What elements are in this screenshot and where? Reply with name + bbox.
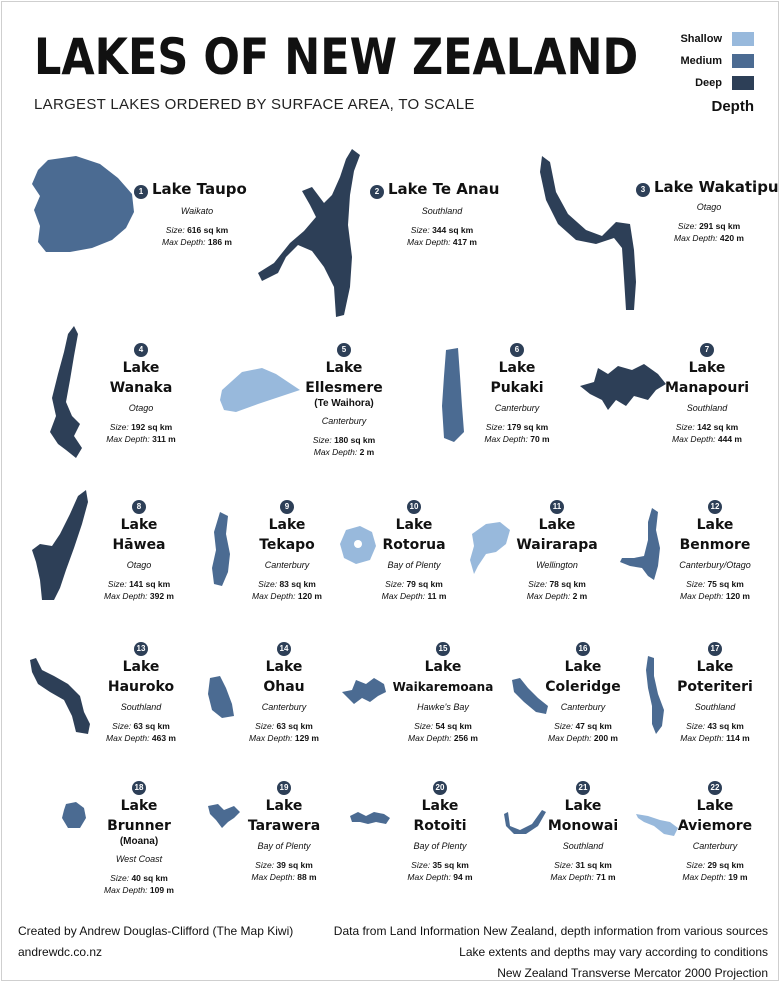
rank-badge: 12	[708, 500, 722, 514]
lake-name-line2: Pukaki	[490, 380, 544, 396]
lake-depth: 71 m	[596, 872, 616, 882]
rank-badge: 7	[700, 343, 714, 357]
lake-depth: 186 m	[207, 237, 232, 247]
rank-badge: 18	[132, 781, 146, 795]
lake-size: 40 sq km	[131, 873, 168, 883]
footer-credits	[18, 921, 293, 963]
lake-name-line1: Lake	[696, 798, 734, 814]
lake-size: 47 sq km	[575, 721, 612, 731]
lake-name-line2: Monowai	[547, 818, 619, 834]
lake-depth: 2 m	[359, 447, 375, 457]
rank-badge: 5	[337, 343, 351, 357]
rank-badge: 10	[407, 500, 421, 514]
lake-stats: Size: 63 sq km Max Depth: 463 m	[106, 721, 176, 743]
page-title: LAKES OF NEW ZEALAND	[34, 28, 639, 86]
legend-label: Shallow	[680, 33, 722, 45]
lake-card-benmore	[660, 496, 770, 602]
lake-size: 142 sq km	[697, 422, 739, 432]
lake-name: Lake Taupo	[152, 180, 247, 198]
lake-size: 54 sq km	[435, 721, 472, 731]
lake-depth: 120 m	[297, 591, 322, 601]
lake-region: Southland	[686, 403, 728, 413]
lake-size: 141 sq km	[129, 579, 171, 589]
lake-region: Canterbury/Otago	[679, 560, 751, 570]
lake-shape-hauroko	[28, 656, 94, 736]
lake-size: 291 sq km	[699, 221, 741, 231]
lake-region: Southland	[694, 702, 736, 712]
lake-name-line1: Lake	[268, 517, 306, 533]
lake-depth: 256 m	[453, 733, 478, 743]
lake-card-poteriteri	[660, 638, 770, 744]
lake-size: 83 sq km	[279, 579, 316, 589]
lake-stats: Size: 83 sq km Max Depth: 120 m	[252, 579, 322, 601]
lake-stats: Size: 54 sq km Max Depth: 256 m	[408, 721, 478, 743]
lake-shape-wanaka	[44, 324, 86, 460]
legend-swatch-medium	[732, 54, 754, 68]
rank-badge: 9	[280, 500, 294, 514]
lake-depth: 444 m	[717, 434, 742, 444]
lake-name-line2: Tekapo	[259, 537, 315, 553]
lake-size: 29 sq km	[707, 860, 744, 870]
lake-size: 192 sq km	[131, 422, 173, 432]
lake-shape-waikaremoana	[340, 674, 388, 706]
lake-name-line2: Waikaremoana	[392, 680, 494, 694]
lake-depth: 120 m	[725, 591, 750, 601]
lake-card-tekapo	[232, 496, 342, 602]
rank-badge: 22	[708, 781, 722, 795]
footer-data-source: Data from Land Information New Zealand, depth information from various sources	[333, 924, 768, 938]
lake-card-ohau	[229, 638, 339, 744]
lake-size: 344 sq km	[432, 225, 474, 235]
lake-region: Canterbury	[692, 841, 738, 851]
lake-region: Canterbury	[321, 416, 367, 426]
lake-stats: Size: 47 sq km Max Depth: 200 m	[548, 721, 618, 743]
rank-badge: 11	[550, 500, 564, 514]
lake-region: Bay of Plenty	[257, 841, 311, 851]
lake-stats: Size: 40 sq km Max Depth: 109 m	[104, 873, 174, 895]
lake-depth: 311 m	[152, 434, 176, 444]
lake-name-line1: Lake	[122, 659, 160, 675]
lake-size: 31 sq km	[575, 860, 612, 870]
lake-name-line1: Lake	[421, 798, 459, 814]
lake-name-line2: Hāwea	[112, 537, 166, 553]
lake-region: Bay of Plenty	[413, 841, 467, 851]
lake-name-line2: Rotorua	[382, 537, 446, 553]
rank-badge: 21	[576, 781, 590, 795]
lake-stats: Size: 141 sq km Max Depth: 392 m	[104, 579, 174, 601]
lake-shape-taupo	[30, 154, 138, 254]
lake-depth: 109 m	[149, 885, 174, 895]
lake-card-hawea	[84, 496, 194, 602]
rank-badge: 1	[134, 185, 148, 199]
lake-stats: Size: 78 sq km Max Depth: 2 m	[526, 579, 588, 601]
legend-swatch-shallow	[732, 32, 754, 46]
lake-shape-wakatipu	[538, 152, 648, 314]
rank-badge: 2	[370, 185, 384, 199]
lake-depth: 11 m	[427, 591, 447, 601]
lake-card-rotorua	[359, 496, 469, 602]
lake-region: Canterbury	[494, 403, 540, 413]
lake-stats: Size: 179 sq km Max Depth: 70 m	[484, 422, 550, 444]
lake-name-line1: Lake	[120, 517, 158, 533]
lake-info-wakatipu	[654, 196, 764, 244]
footer-note: Lake extents and depths may vary according to conditions	[459, 945, 768, 959]
footer-website: andrewdc.co.nz	[18, 945, 103, 959]
lake-stats: Size: 63 sq km Max Depth: 129 m	[249, 721, 319, 743]
lake-name-line1: Lake	[265, 659, 303, 675]
rank-badge: 6	[510, 343, 524, 357]
legend-title: Depth	[711, 98, 754, 115]
lake-size: 78 sq km	[549, 579, 586, 589]
lake-name: Lake Wakatipu	[654, 178, 779, 196]
lake-depth: 94 m	[453, 872, 473, 882]
lake-name-line2: Benmore	[679, 537, 751, 553]
lake-stats: Size: 29 sq km Max Depth: 19 m	[682, 860, 748, 882]
rank-badge: 8	[132, 500, 146, 514]
lake-name-line1: Lake	[395, 517, 433, 533]
infographic-page	[1, 1, 779, 981]
lake-name-line1: Lake	[265, 798, 303, 814]
lake-depth: 200 m	[593, 733, 618, 743]
lake-depth: 392 m	[149, 591, 174, 601]
lake-stats: Size: 616 sq km Max Depth: 186 m	[162, 225, 232, 247]
lake-region: West Coast	[115, 854, 163, 864]
lake-alt-name: (Moana)	[119, 836, 159, 847]
rank-badge: 4	[134, 343, 148, 357]
lake-name: Lake Te Anau	[388, 180, 500, 198]
lake-size: 63 sq km	[133, 721, 170, 731]
lake-name-line1: Lake	[325, 360, 363, 376]
lake-card-wakatipu	[636, 178, 779, 197]
lake-name-line1: Lake	[564, 798, 602, 814]
lake-region: Canterbury	[261, 702, 307, 712]
rank-badge: 19	[277, 781, 291, 795]
legend-item-medium	[634, 50, 754, 72]
lake-info-te-anau	[387, 200, 497, 248]
lake-name-line2: Wanaka	[109, 380, 173, 396]
lake-stats: Size: 43 sq km Max Depth: 114 m	[680, 721, 750, 743]
footer-author: Created by Andrew Douglas-Clifford (The Map Kiwi)	[18, 924, 294, 938]
lake-card-coleridge	[528, 638, 638, 744]
lake-depth: 463 m	[151, 733, 176, 743]
rank-badge: 20	[433, 781, 447, 795]
lake-depth: 2 m	[572, 591, 588, 601]
lake-card-rotoiti	[385, 777, 495, 883]
rank-badge: 3	[636, 183, 650, 197]
lake-size: 180 sq km	[334, 435, 376, 445]
lake-name-line1: Lake	[122, 360, 160, 376]
lake-size: 616 sq km	[187, 225, 229, 235]
lake-region: Canterbury	[264, 560, 310, 570]
lake-name-line2: Poteriteri	[677, 679, 753, 695]
legend-label: Deep	[695, 77, 722, 89]
lake-region: Otago	[696, 202, 722, 212]
lake-depth: 114 m	[726, 733, 750, 743]
lake-card-tarawera	[229, 777, 339, 883]
lake-card-wanaka	[86, 339, 196, 445]
lake-shape-tekapo	[208, 510, 234, 588]
lake-card-te-anau	[370, 180, 510, 199]
lake-stats: Size: 75 sq km Max Depth: 120 m	[680, 579, 750, 601]
lake-depth: 19 m	[728, 872, 748, 882]
lake-depth: 70 m	[530, 434, 550, 444]
lake-card-monowai	[528, 777, 638, 883]
lake-card-aviemore	[660, 777, 770, 883]
lake-depth: 88 m	[297, 872, 317, 882]
lake-alt-name: (Te Waihora)	[314, 398, 374, 409]
lake-region: Otago	[126, 560, 152, 570]
legend-item-deep	[634, 72, 754, 94]
lake-card-waikaremoana	[388, 638, 498, 744]
lake-name-line1: Lake	[120, 798, 158, 814]
rank-badge: 16	[576, 642, 590, 656]
lake-region: Waikato	[180, 206, 214, 216]
lake-card-ellesmere	[289, 339, 399, 458]
lake-name-line1: Lake	[696, 659, 734, 675]
lake-region: Canterbury	[560, 702, 606, 712]
lake-card-taupo	[134, 180, 254, 199]
lake-name-line1: Lake	[564, 659, 602, 675]
lake-stats: Size: 142 sq km Max Depth: 444 m	[672, 422, 742, 444]
lake-stats: Size: 180 sq km Max Depth: 2 m	[312, 435, 376, 457]
lake-shape-te-anau	[254, 147, 369, 322]
lake-stats: Size: 35 sq km Max Depth: 94 m	[407, 860, 473, 882]
lake-card-hauroko	[86, 638, 196, 744]
lake-name-line1: Lake	[424, 659, 462, 675]
lake-size: 63 sq km	[276, 721, 313, 731]
legend-item-shallow	[634, 28, 754, 50]
lake-card-manapouri	[652, 339, 762, 445]
lake-name-line2: Tarawera	[247, 818, 321, 834]
lake-stats: Size: 39 sq km Max Depth: 88 m	[251, 860, 317, 882]
lake-name-line2: Rotoiti	[413, 818, 467, 834]
legend-label: Medium	[680, 55, 722, 67]
lake-stats: Size: 291 sq km Max Depth: 420 m	[674, 221, 744, 243]
lake-region: Southland	[562, 841, 604, 851]
lake-size: 179 sq km	[507, 422, 549, 432]
lake-depth: 417 m	[452, 237, 477, 247]
lake-stats: Size: 344 sq km Max Depth: 417 m	[407, 225, 477, 247]
lake-card-wairarapa	[502, 496, 612, 602]
lake-name-line2: Manapouri	[664, 380, 750, 396]
lake-name-line2: Ohau	[263, 679, 305, 695]
lake-name-line1: Lake	[696, 517, 734, 533]
lake-depth: 129 m	[294, 733, 319, 743]
legend-swatch-deep	[732, 76, 754, 90]
lake-size: 79 sq km	[406, 579, 443, 589]
lake-name-line2: Brunner	[107, 818, 171, 834]
footer-projection: New Zealand Transverse Mercator 2000 Projection	[497, 966, 768, 980]
lake-stats: Size: 192 sq km Max Depth: 311 m	[106, 422, 176, 444]
lake-stats: Size: 79 sq km Max Depth: 11 m	[381, 579, 447, 601]
rank-badge: 17	[708, 642, 722, 656]
lake-name-line2: Hauroko	[107, 679, 175, 695]
lake-name-line2: Wairarapa	[516, 537, 598, 553]
lake-region: Hawke's Bay	[417, 702, 469, 712]
depth-legend	[634, 28, 754, 115]
footer-sources	[334, 921, 768, 984]
lake-depth: 420 m	[719, 233, 744, 243]
lake-info-taupo	[142, 200, 252, 248]
lake-name-line2: Coleridge	[545, 679, 621, 695]
lake-name-line1: Lake	[538, 517, 576, 533]
lake-region: Southland	[120, 702, 162, 712]
lake-name-line1: Lake	[688, 360, 726, 376]
rank-badge: 15	[436, 642, 450, 656]
lake-size: 43 sq km	[707, 721, 744, 731]
page-subtitle: LARGEST LAKES ORDERED BY SURFACE AREA, TO SCALE	[34, 96, 475, 113]
lake-card-brunner	[84, 777, 194, 896]
lake-size: 39 sq km	[276, 860, 313, 870]
lake-size: 35 sq km	[432, 860, 469, 870]
rank-badge: 14	[277, 642, 291, 656]
rank-badge: 13	[134, 642, 148, 656]
lake-stats: Size: 31 sq km Max Depth: 71 m	[550, 860, 616, 882]
lake-region: Southland	[421, 206, 463, 216]
lake-name-line1: Lake	[498, 360, 536, 376]
lake-shape-hawea	[28, 488, 92, 602]
lake-size: 75 sq km	[707, 579, 744, 589]
lake-region: Otago	[128, 403, 154, 413]
lake-name-line2: Ellesmere	[305, 380, 383, 396]
lake-name-line2: Aviemore	[677, 818, 753, 834]
lake-region: Wellington	[536, 560, 578, 570]
lake-region: Bay of Plenty	[387, 560, 441, 570]
lake-card-pukaki	[462, 339, 572, 445]
